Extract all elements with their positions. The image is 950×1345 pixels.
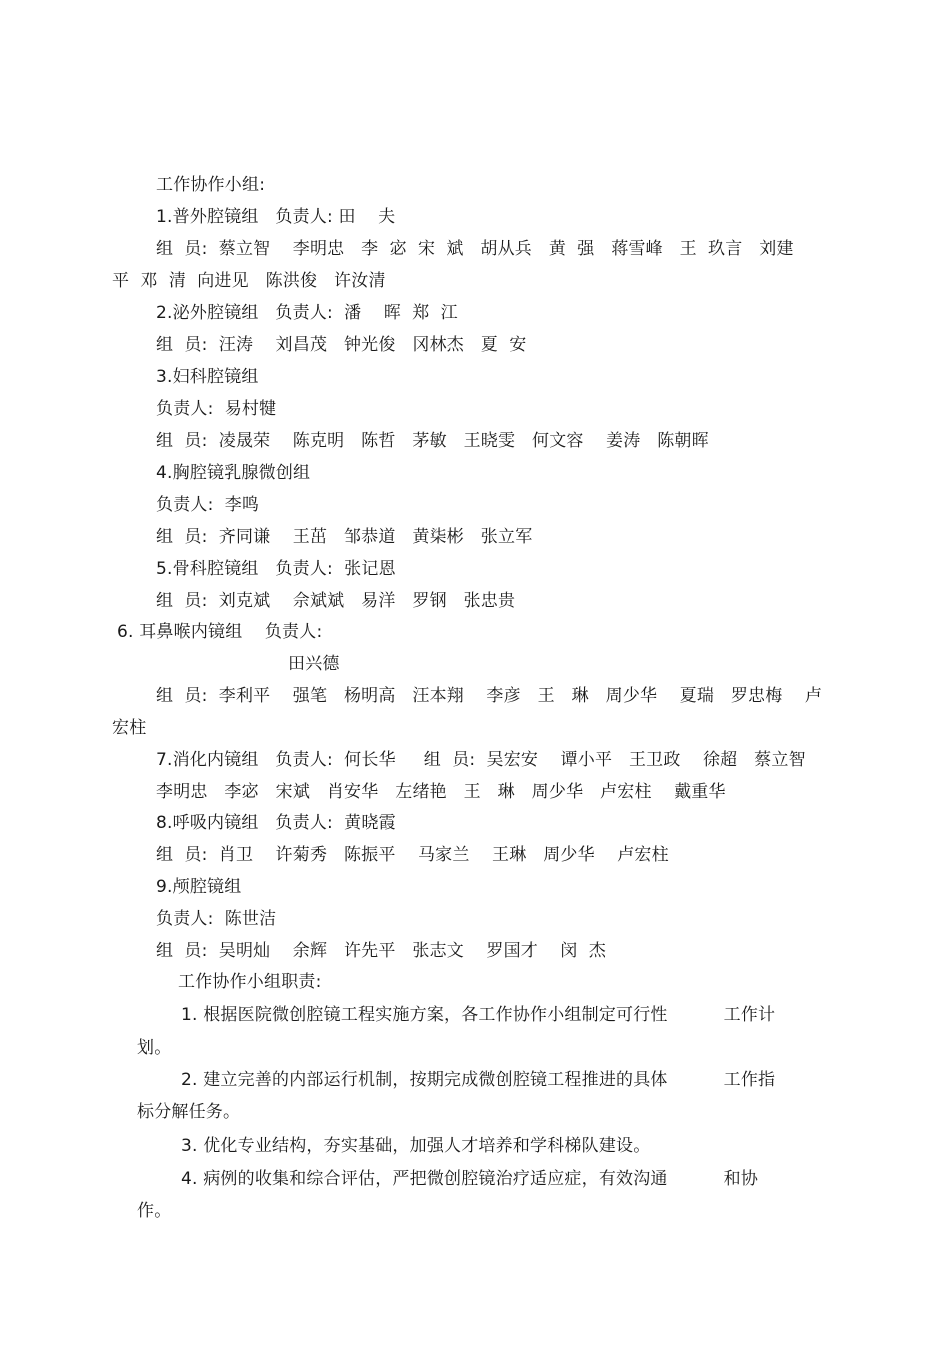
group-5-header: 5.骨科腔镜组 负责人: 张记恩 (156, 559, 396, 579)
section-heading-duties: 工作协作小组职责: (178, 972, 322, 992)
group-8-members: 组 员: 肖卫 许菊秀 陈振平 马家兰 王琳 周少华 卢宏柱 (156, 845, 669, 865)
group-7-members: 李明忠 李宓 宋斌 肖安华 左绪艳 王 琳 周少华 卢宏柱 戴重华 (156, 782, 726, 802)
group-2-header: 2.泌外腔镜组 负责人: 潘 晖 郑 江 (156, 303, 458, 323)
group-6-header: 6. 耳鼻喉内镜组 负责人: (117, 622, 323, 642)
group-5-members: 组 员: 刘克斌 佘斌斌 易洋 罗钢 张忠贵 (156, 591, 516, 611)
duty-1: 1. 根据医院微创腔镜工程实施方案，各工作协作小组制定可行性 工作计 (181, 1005, 776, 1025)
group-7-header: 7.消化内镜组 负责人: 何长华 组 员: 吴宏安 谭小平 王卫政 徐超 蔡立智 (156, 750, 806, 770)
group-4-members: 组 员: 齐同谦 王茁 邹恭道 黄柒彬 张立军 (156, 527, 533, 547)
duty-2-cont: 标分解任务。 (137, 1102, 241, 1122)
group-9-members: 组 员: 吴明灿 余辉 许先平 张志文 罗国才 闵 杰 (156, 941, 607, 961)
group-2-members: 组 员: 汪涛 刘昌茂 钟光俊 冈林杰 夏 安 (156, 335, 527, 355)
duty-2: 2. 建立完善的内部运行机制，按期完成微创腔镜工程推进的具体 工作指 (181, 1070, 776, 1090)
duty-3: 3. 优化专业结构，夯实基础，加强人才培养和学科梯队建设。 (181, 1136, 651, 1156)
section-heading-groups: 工作协作小组: (156, 175, 266, 195)
group-8-header: 8.呼吸内镜组 负责人: 黄晓霞 (156, 813, 396, 833)
group-3-header: 3.妇科腔镜组 (156, 367, 259, 387)
group-9-header: 9.颅腔镜组 (156, 877, 242, 897)
group-6-members: 组 员: 李利平 强笔 杨明高 汪本翔 李彦 王 琳 周少华 夏瑞 罗忠梅 卢 (156, 686, 823, 706)
group-4-leader: 负责人: 李鸣 (156, 495, 260, 515)
duty-4-cont: 作。 (137, 1201, 172, 1221)
duty-1-cont: 划。 (137, 1038, 172, 1058)
group-1-members-cont: 平 邓 清 向进见 陈洪俊 许汝清 (112, 271, 386, 291)
group-3-members: 组 员: 凌晟荣 陈克明 陈哲 茅敏 王晓雯 何文容 姜涛 陈朝晖 (156, 431, 709, 451)
group-3-leader: 负责人: 易村犍 (156, 399, 277, 419)
group-4-header: 4.胸腔镜乳腺微创组 (156, 463, 311, 483)
group-1-header: 1.普外腔镜组 负责人: 田 夫 (156, 207, 396, 227)
group-1-members: 组 员: 蔡立智 李明忠 李 宓 宋 斌 胡从兵 黄 强 蒋雪峰 王 玖言 刘建 (156, 239, 794, 259)
duty-4: 4. 病例的收集和综合评估，严把微创腔镜治疗适应症，有效沟通 和协 (181, 1169, 759, 1189)
group-6-members-cont: 宏柱 (112, 718, 147, 738)
group-6-leader: 田兴德 (288, 654, 340, 674)
group-9-leader: 负责人: 陈世洁 (156, 909, 277, 929)
